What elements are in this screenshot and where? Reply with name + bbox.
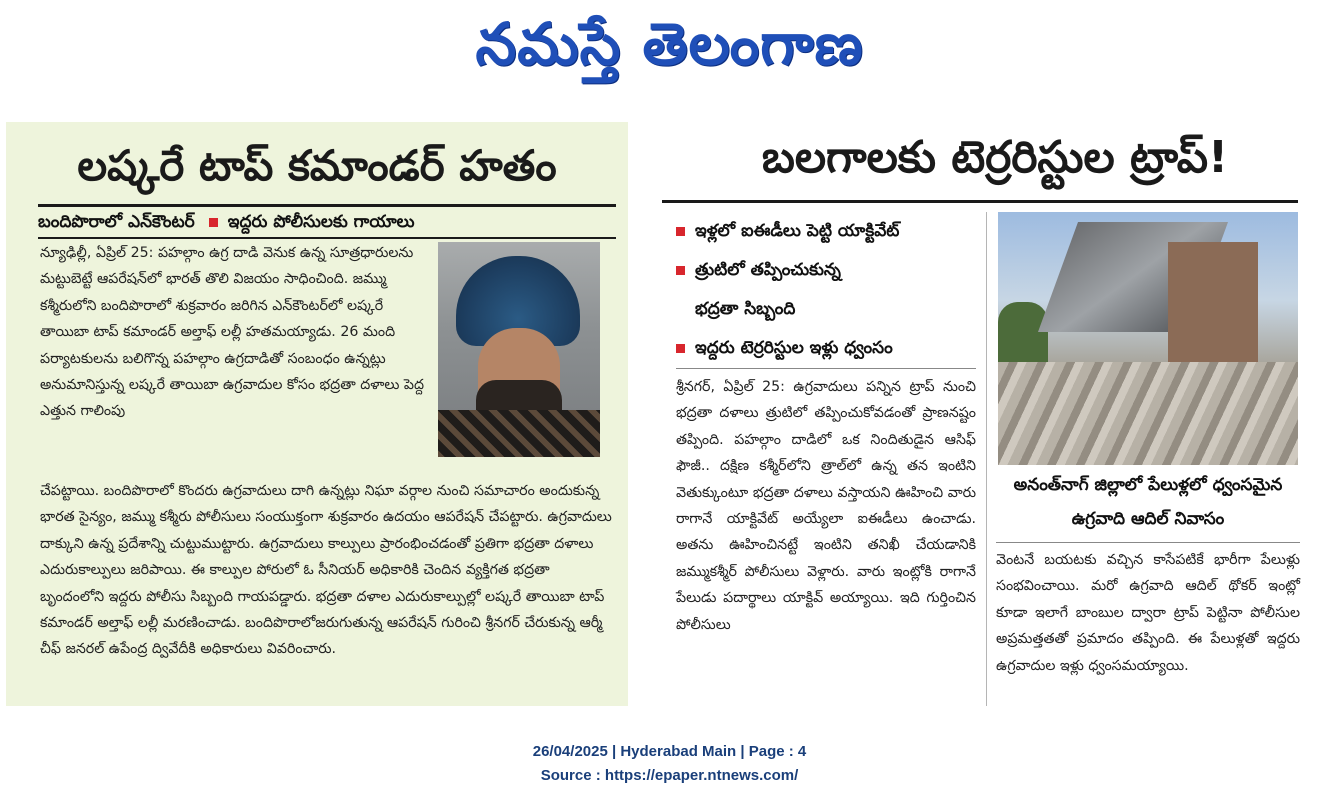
left-article-body-top: న్యూఢిల్లీ, ఏప్రిల్ 25: పహల్గాం ఉగ్ర దాడి వెనుక ఉన్న సూత్రధారులను మట్టుబెట్టే ఆపరేషన్‌లో భారత్ తొలి విజయం సాధించింది. జమ్ము కశ్మీరులోని బందిపొరాలో శుక్రవారం జరిగిన ఎన్‌కౌంటర్‌లో లష్కరే తాయిబా టాప్ కమాండర్ అల్తాఫ్ లల్లీ హతమయ్యాడు. 26 మంది పర్యాటకులను బలిగొన్న పహల్గాం ఉగ్రదాడితో సంబంధం ఉన్నట్లు అనుమానిస్తున్న లష్కరే తాయిబా ఉగ్రవాదుల కోసం భద్రతా దళాలు పెద్ద ఎత్తున గాలింపు bbox=[40, 245, 424, 420]
right-headline-rule bbox=[662, 200, 1298, 203]
highlight-item: త్రుటిలో తప్పించుకున్న bbox=[676, 251, 986, 290]
bullet-icon bbox=[676, 227, 685, 236]
highlight-item: ఇళ్లలో ఐఈడీలు పెట్టి యాక్టివేట్ bbox=[676, 212, 986, 251]
commander-portrait-photo bbox=[438, 242, 600, 457]
footer-source: Source : https://epaper.ntnews.com/ bbox=[540, 767, 799, 784]
destroyed-house-photo bbox=[998, 212, 1298, 465]
column-divider bbox=[986, 212, 987, 706]
footer bbox=[0, 740, 1339, 788]
right-article-headline: బలగాలకు టెర్రరిస్టుల ట్రాప్! bbox=[761, 132, 1229, 183]
highlight-item-continued: భద్రతా సిబ్బంది bbox=[695, 299, 796, 319]
left-article-subheads bbox=[38, 207, 618, 237]
bullet-icon bbox=[209, 218, 218, 227]
subhead-encounter: బందిపొరాలో ఎన్‌కౌంటర్ bbox=[38, 212, 195, 232]
bullet-icon bbox=[676, 344, 685, 353]
masthead-title: నమస్తే తెలంగాణ bbox=[475, 10, 864, 78]
photo-caption: అనంత్‌నాగ్ జిల్లాలో పేలుళ్లలో ధ్వంసమైన ఉగ్రవాది ఆదిల్ నివాసం bbox=[1013, 475, 1283, 529]
footer-date-edition: 26/04/2025 | Hyderabad Main | Page : 4 bbox=[532, 743, 807, 760]
scarf-shape bbox=[438, 410, 600, 457]
highlights-rule bbox=[676, 368, 976, 369]
right-article-body-col1: శ్రీనగర్, ఏప్రిల్ 25: ఉగ్రవాదులు పన్నిన ట్రాప్ నుంచి భద్రతా దళాలు త్రుటిలో తప్పించుకోవడంతో ప్రాణనష్టం తప్పింది. పహల్గాం దాడిలో ఒక నిందితుడైన ఆసిఫ్ ఫౌజీ.. దక్షిణ కశ్మీర్‌లోని త్రాల్‌లో ఉన్న తన ఇంటిని వెతుక్కుంటూ భద్రతా దళాలు వస్తాయని ఊహించి వారు రాగానే యాక్టివేట్ అయ్యేలా ఐఈడీలు ఉంచాడు. అతను ఊహించినట్టే ఇంటిని తనిఖీ చేయడానికి జమ్ముకశ్మీర్ పోలీసులు వెళ్లారు. వారు ఇంట్లోకి రాగానే పేలుడు పదార్థాలు యాక్టివ్ అయ్యాయి. ఇది గుర్తించిన పోలీసులు bbox=[676, 379, 976, 633]
subhead-injuries: ఇద్దరు పోలీసులకు గాయాలు bbox=[227, 212, 415, 232]
highlight-item: ఇద్దరు టెర్రరిస్టుల ఇళ్లు ధ్వంసం bbox=[676, 329, 986, 368]
subhead-rule bbox=[38, 237, 616, 239]
left-article-headline: లష్కరే టాప్ కమాండర్ హతం bbox=[77, 141, 557, 190]
right-article-highlights bbox=[676, 212, 986, 368]
rubble-shape bbox=[998, 362, 1298, 465]
left-article-body-bottom: చేపట్టాయి. బందిపొరాలో కొందరు ఉగ్రవాదులు దాగి ఉన్నట్లు నిఘా వర్గాల నుంచి సమాచారం అందుకున్న భారత సైన్యం, జమ్ము కశ్మీరు పోలీసులు సంయుక్తంగా శుక్రవారం ఉదయం ఆపరేషన్ చేపట్టారు. ఉగ్రవాదులు దాక్కుని ఉన్న ప్రదేశాన్ని చుట్టుముట్టారు. ఉగ్రవాదులు కాల్పులు ప్రారంభించడంతో ప్రతిగా భద్రతా దళాలు ఎదురుకాల్పులు జరిపాయి. ఈ కాల్పుల పోరులో ఓ సీనియర్ అధికారికి చెందిన వ్యక్తిగత భద్రతా బృందంలోని ఇద్దరు పోలీసు సిబ్బంది గాయపడ్డారు. భద్రతా దళాల ఎదురుకాల్పుల్లో లష్కరే తాయిబా టాప్ కమాండర్ అల్తాఫ్ లల్లీ మరణించాడు. బందిపొరాలోజరుగుతున్న ఆపరేషన్ గురించి శ్రీనగర్ చేరుకున్న ఆర్మీ చీఫ్ జనరల్ ఉపేంద్ర ద్వివేదీకి అధికారులు వివరించారు. bbox=[40, 483, 612, 658]
bullet-icon bbox=[676, 266, 685, 275]
right-article-body-col2: వెంటనే బయటకు వచ్చిన కాసేపటికే భారీగా పేలుళ్లు సంభవించాయి. మరో ఉగ్రవాది ఆదిల్ థోకర్ ఇంట్లో కూడా ఇలాగే బాంబుల ద్వారా ట్రాప్ పెట్టినా పోలీసుల అప్రమత్తతతో ప్రమాదం తప్పింది. ఈ పేలుళ్లతో ఇద్దరు ఉగ్రవాదుల ఇళ్లు ధ్వంసమయ్యాయి. bbox=[996, 552, 1300, 674]
caption-rule bbox=[996, 542, 1300, 543]
